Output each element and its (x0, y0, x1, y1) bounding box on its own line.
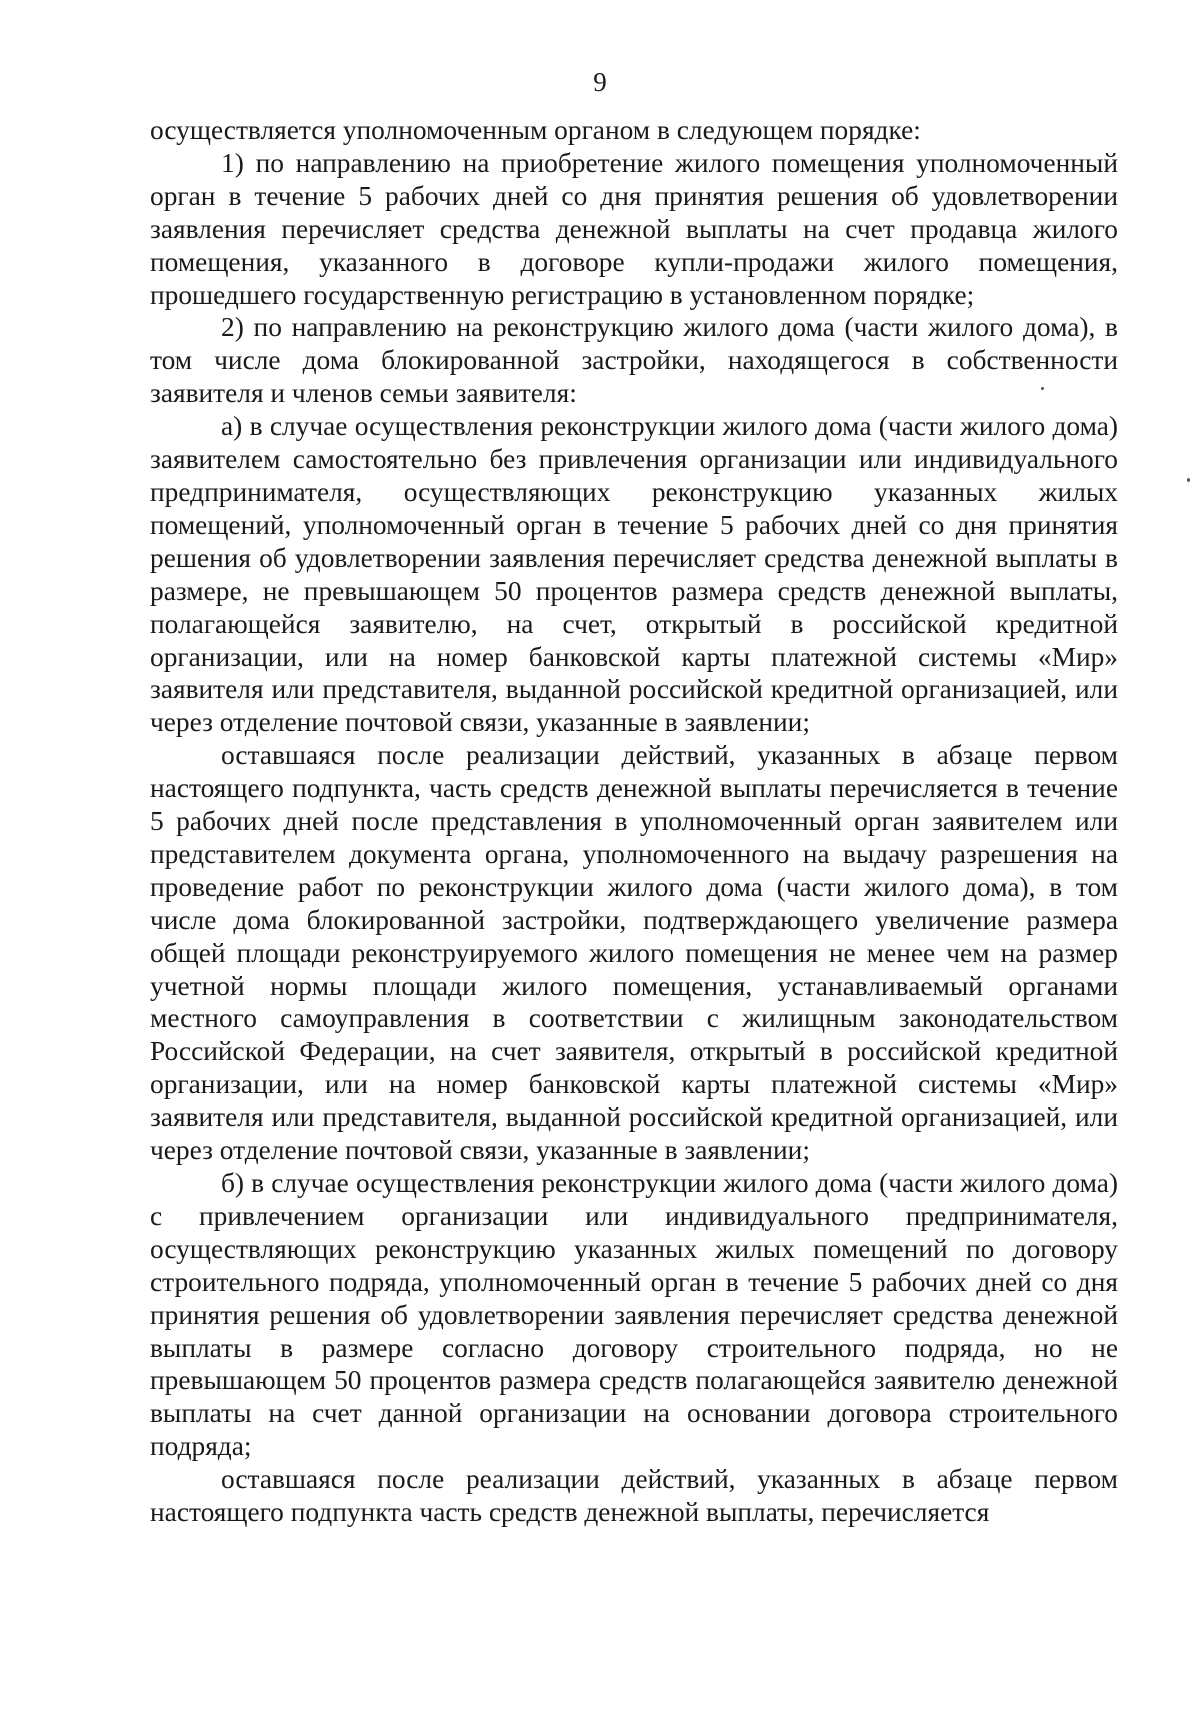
document-body (150, 114, 1118, 1529)
paragraph-subitem-a: а) в случае осуществления реконструкции жилого дома (части жилого дома) заявителем самостоятельно без привлечения организации или индивидуального предпринимателя, осуществляющих реконструкцию указанных жилых помещений, уполномоченный орган в течение 5 рабочих дней со дня принятия решения об удовлетворении заявления перечисляет средства денежной выплаты в размере, не превышающем 50 процентов размера средств денежной выплаты, полагающейся заявителю, на счет, открытый в российской кредитной организации, или на номер банковской карты платежной системы «Мир» заявителя или представителя, выданной российской кредитной организацией, или через отделение почтовой связи, указанные в заявлении; (150, 411, 1118, 738)
scan-speck (1041, 387, 1044, 390)
paragraph-subitem-a-remainder: оставшаяся после реализации действий, указанных в абзаце первом настоящего подпункта, часть средств денежной выплаты перечисляется в течение 5 рабочих дней после представления в уполномоченный орган заявителем или представителем документа органа, уполномоченного на выдачу разрешения на проведение работ по реконструкции жилого дома (части жилого дома), в том числе дома блокированной застройки, подтверждающего увеличение размера общей площади реконструируемого жилого помещения не менее чем на размер учетной нормы площади жилого помещения, устанавливаемый органами местного самоуправления в соответствии с жилищным законодательством Российской Федерации, на счет заявителя, открытый в российской кредитной организации, или на номер банковской карты платежной системы «Мир» заявителя или представителя, выданной российской кредитной организацией, или через отделение почтовой связи, указанные в заявлении; (150, 740, 1118, 1166)
paragraph-subitem-b: б) в случае осуществления реконструкции жилого дома (части жилого дома) с привлечением организации или индивидуального предпринимателя, осуществляющих реконструкцию указанных жилых помещений по договору строительного подряда, уполномоченный орган в течение 5 рабочих дней со дня принятия решения об удовлетворении заявления перечисляет средства денежной выплаты в размере согласно договору строительного подряда, но не превышающем 50 процентов размера средств полагающейся заявителю денежной выплаты на счет данной организации на основании договора строительного подряда; (150, 1168, 1118, 1462)
page-number: 9 (593, 67, 607, 97)
paragraph-item-2: 2) по направлению на реконструкцию жилого дома (части жилого дома), в том числе дома блокированной застройки, находящегося в собственности заявителя и членов семьи заявителя: (150, 312, 1118, 409)
paragraph-item-1: 1) по направлению на приобретение жилого помещения уполномоченный орган в течение 5 рабочих дней со дня принятия решения об удовлетворении заявления перечисляет средства денежной выплаты на счет продавца жилого помещения, указанного в договоре купли-продажи жилого помещения, прошедшего государственную регистрацию в установленном порядке; (150, 147, 1118, 310)
paragraph-subitem-b-remainder: оставшаяся после реализации действий, указанных в абзаце первом настоящего подпункта часть средств денежной выплаты, перечисляется (150, 1464, 1118, 1528)
scan-speck (1187, 478, 1190, 482)
paragraph-intro: осуществляется уполномоченным органом в следующем порядке: (150, 115, 921, 145)
